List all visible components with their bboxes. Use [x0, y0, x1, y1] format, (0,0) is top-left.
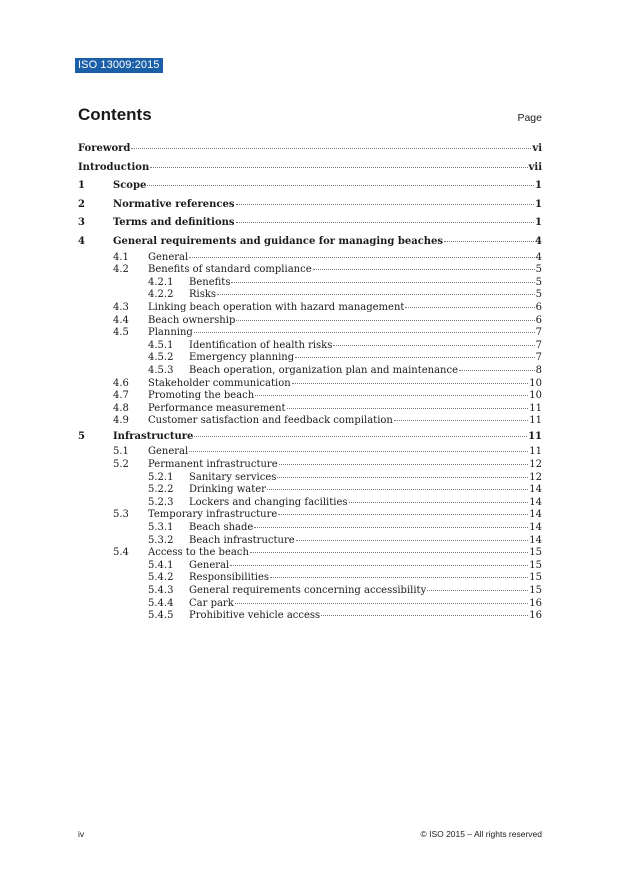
toc-dot-leader — [194, 436, 527, 437]
toc-entry-title: Infrastructure — [113, 430, 194, 442]
toc-entry-title: General requirements concerning accessibility — [189, 585, 427, 596]
toc-entry-number: 3 — [78, 217, 85, 229]
toc-entry[interactable] — [78, 446, 542, 459]
toc-entry-page: 12 — [529, 471, 542, 483]
toc-entry-page: 7 — [535, 327, 542, 339]
toc-entry-number: 5.2.3 — [148, 496, 174, 508]
toc-entry-page: 7 — [535, 352, 542, 364]
toc-entry[interactable] — [78, 264, 542, 277]
toc-entry-page: 11 — [529, 415, 542, 427]
toc-entry-title: Permanent infrastructure — [148, 459, 278, 471]
toc-entry[interactable] — [78, 327, 542, 340]
toc-entry-page: 6 — [535, 301, 542, 313]
toc-entry-number: 5.4.5 — [148, 610, 174, 622]
toc-entry-title: Risks — [189, 289, 217, 301]
toc-entry-page: 8 — [535, 364, 542, 376]
toc-dot-leader — [236, 204, 535, 205]
toc-entry-title: Beach infrastructure — [189, 534, 295, 546]
toc-dot-leader — [459, 370, 535, 371]
footer-page-number: iv — [78, 829, 85, 839]
toc-entry-title: Sanitary services — [189, 471, 277, 483]
toc-entry-number: 4.4 — [113, 314, 129, 326]
toc-entry-page: 11 — [529, 446, 542, 458]
toc-dot-leader — [236, 222, 535, 223]
toc-entry-title: Temporary infrastructure — [148, 509, 278, 521]
toc-entry[interactable] — [78, 403, 542, 416]
toc-entry-number: 5.2.2 — [148, 484, 174, 496]
toc-entry-title: Benefits — [189, 276, 231, 288]
toc-entry-page: vii — [528, 161, 542, 173]
toc-entry-number: 4.2.2 — [148, 289, 174, 301]
toc-entry-number: 1 — [78, 180, 85, 192]
toc-dot-leader — [313, 269, 535, 270]
standard-id-badge: ISO 13009:2015 — [75, 58, 163, 73]
toc-entry-page: 14 — [529, 534, 542, 546]
toc-dot-leader — [150, 167, 527, 168]
toc-entry-title: Beach operation, organization plan and maintenance — [189, 364, 458, 376]
toc-entry-title: General — [148, 446, 189, 458]
toc-dot-leader — [267, 489, 528, 490]
toc-entry[interactable] — [78, 522, 542, 535]
toc-dot-leader — [235, 603, 528, 604]
toc-entry[interactable] — [78, 140, 542, 159]
toc-dot-leader — [131, 148, 531, 149]
toc-entry-number: 4.1 — [113, 251, 129, 263]
toc-entry-number: 4.6 — [113, 377, 129, 389]
toc-entry-title: Linking beach operation with hazard management — [148, 301, 405, 313]
toc-entry[interactable] — [78, 572, 542, 585]
toc-entry-title: General requirements and guidance for managing beaches — [113, 235, 444, 247]
toc-entry-number: 5.4 — [113, 547, 129, 559]
toc-entry-title: Scope — [113, 180, 147, 192]
toc-entry[interactable] — [78, 560, 542, 573]
toc-entry[interactable] — [78, 472, 542, 485]
toc-entry-title: Stakeholder communication — [148, 377, 291, 389]
toc-entry-title: Promoting the beach — [148, 390, 255, 402]
toc-entry-title: Normative references — [113, 198, 235, 210]
toc-entry-page: 15 — [529, 559, 542, 571]
toc-entry[interactable] — [78, 585, 542, 598]
footer-copyright: © ISO 2015 – All rights reserved — [420, 829, 542, 839]
toc-dot-leader — [277, 477, 528, 478]
toc-entry[interactable] — [78, 340, 542, 353]
toc-entry-number: 5.3 — [113, 509, 129, 521]
toc-entry-title: Car park — [189, 597, 234, 609]
page-title: Contents — [78, 105, 152, 124]
toc-entry-title: Beach ownership — [148, 314, 236, 326]
toc-entry-number: 4.7 — [113, 390, 129, 402]
toc-dot-leader — [254, 527, 528, 528]
toc-entry-page: 5 — [535, 264, 542, 276]
toc-dot-leader — [217, 294, 535, 295]
toc-dot-leader — [194, 332, 535, 333]
toc-dot-leader — [405, 307, 534, 308]
toc-entry-page: 16 — [529, 610, 542, 622]
toc-dot-leader — [278, 514, 528, 515]
toc-dot-leader — [231, 282, 534, 283]
toc-entry-page: 1 — [535, 217, 542, 229]
toc-entry-number: 5.4.3 — [148, 585, 174, 596]
table-of-contents — [78, 140, 542, 623]
toc-entry-page: 11 — [529, 402, 542, 414]
toc-entry[interactable] — [78, 484, 542, 497]
toc-entry-title: Responsibilities — [189, 572, 270, 584]
toc-dot-leader — [270, 577, 528, 578]
toc-entry-number: 5.3.2 — [148, 534, 174, 546]
toc-entry-title: Terms and definitions — [113, 217, 235, 229]
toc-entry-page: 6 — [535, 314, 542, 326]
toc-entry-number: 4.5.1 — [148, 339, 174, 351]
toc-entry[interactable] — [78, 390, 542, 403]
toc-entry[interactable] — [78, 233, 542, 252]
toc-dot-leader — [255, 395, 528, 396]
toc-entry[interactable] — [78, 428, 542, 447]
toc-dot-leader — [295, 357, 534, 358]
toc-entry-title: Planning — [148, 327, 193, 339]
toc-entry[interactable] — [78, 352, 542, 365]
toc-entry-page: 5 — [535, 276, 542, 288]
toc-entry[interactable] — [78, 509, 542, 522]
toc-entry-title: Introduction — [78, 161, 150, 173]
toc-entry[interactable] — [78, 459, 542, 472]
toc-entry-title: Access to the beach — [148, 547, 249, 559]
toc-entry[interactable] — [78, 610, 542, 623]
toc-entry-number: 5.1 — [113, 446, 129, 458]
toc-dot-leader — [394, 420, 528, 421]
toc-dot-leader — [349, 502, 529, 503]
toc-entry-number: 4.9 — [113, 415, 129, 427]
toc-entry[interactable] — [78, 315, 542, 328]
toc-entry[interactable] — [78, 277, 542, 290]
toc-dot-leader — [230, 565, 528, 566]
toc-entry-number: 4 — [78, 235, 85, 247]
toc-entry-number: 5 — [78, 430, 85, 442]
toc-entry[interactable] — [78, 196, 542, 215]
toc-entry[interactable] — [78, 535, 542, 548]
toc-dot-leader — [333, 345, 534, 346]
toc-entry-number: 5.4.2 — [148, 572, 174, 584]
toc-entry-page: 1 — [535, 180, 542, 192]
toc-entry-number: 4.2 — [113, 264, 129, 276]
toc-entry-number: 5.3.1 — [148, 522, 174, 534]
toc-entry-number: 4.2.1 — [148, 276, 174, 288]
toc-entry[interactable] — [78, 365, 542, 378]
toc-entry-page: 7 — [535, 339, 542, 351]
page-column-label: Page — [517, 112, 542, 124]
toc-entry[interactable] — [78, 214, 542, 233]
toc-entry-page: 10 — [529, 390, 542, 402]
toc-entry-number: 2 — [78, 198, 85, 210]
toc-entry-page: 15 — [529, 585, 542, 596]
toc-entry[interactable] — [78, 159, 542, 178]
toc-entry-number: 4.3 — [113, 301, 129, 313]
toc-dot-leader — [236, 320, 534, 321]
toc-entry-number: 5.2 — [113, 459, 129, 471]
toc-entry-page: 4 — [535, 251, 542, 263]
toc-dot-leader — [250, 552, 528, 553]
toc-entry[interactable] — [78, 598, 542, 611]
toc-entry-page: 14 — [529, 496, 542, 508]
toc-entry-page: 12 — [529, 459, 542, 471]
toc-entry[interactable] — [78, 547, 542, 560]
toc-entry-page: 15 — [529, 547, 542, 559]
toc-entry-number: 4.5.2 — [148, 352, 174, 364]
toc-entry-title: General — [189, 559, 230, 571]
toc-dot-leader — [287, 408, 529, 409]
toc-entry-page: 10 — [529, 377, 542, 389]
toc-dot-leader — [279, 464, 529, 465]
toc-entry-title: Emergency planning — [189, 352, 295, 364]
toc-entry[interactable] — [78, 302, 542, 315]
toc-entry-page: 1 — [535, 198, 542, 210]
toc-entry-page: 16 — [529, 597, 542, 609]
toc-entry-page: 14 — [529, 509, 542, 521]
toc-entry-page: 14 — [529, 484, 542, 496]
toc-entry-title: Prohibitive vehicle access — [189, 610, 321, 622]
toc-entry-title: Drinking water — [189, 484, 266, 496]
toc-dot-leader — [444, 241, 534, 242]
toc-entry-number: 5.2.1 — [148, 471, 174, 483]
toc-entry-number: 4.5.3 — [148, 364, 174, 376]
toc-entry-title: Performance measurement — [148, 402, 286, 414]
toc-entry-title: General — [148, 251, 189, 263]
toc-entry-page: 11 — [528, 430, 542, 442]
toc-dot-leader — [292, 383, 529, 384]
toc-entry-page: 15 — [529, 572, 542, 584]
toc-entry-title: Benefits of standard compliance — [148, 264, 312, 276]
toc-entry-page: 4 — [535, 235, 542, 247]
toc-entry-page: 14 — [529, 522, 542, 534]
toc-entry-page: vi — [532, 143, 542, 154]
toc-dot-leader — [147, 185, 534, 186]
toc-entry-title: Lockers and changing facilities — [189, 496, 348, 508]
toc-entry-number: 4.5 — [113, 327, 129, 339]
toc-dot-leader — [427, 590, 528, 591]
toc-entry-title: Beach shade — [189, 522, 254, 534]
toc-entry[interactable] — [78, 289, 542, 302]
toc-dot-leader — [189, 451, 528, 452]
toc-entry-page: 5 — [535, 289, 542, 301]
toc-entry[interactable] — [78, 378, 542, 391]
toc-entry-title: Customer satisfaction and feedback compilation — [148, 415, 393, 427]
toc-entry[interactable] — [78, 497, 542, 510]
toc-entry-number: 5.4.4 — [148, 597, 174, 609]
toc-entry[interactable] — [78, 415, 542, 428]
toc-entry-number: 4.8 — [113, 402, 129, 414]
toc-dot-leader — [296, 540, 529, 541]
toc-entry[interactable] — [78, 177, 542, 196]
toc-dot-leader — [321, 615, 528, 616]
toc-entry[interactable] — [78, 252, 542, 265]
toc-entry-title: Identification of health risks — [189, 339, 333, 351]
toc-entry-number: 5.4.1 — [148, 559, 174, 571]
toc-dot-leader — [189, 257, 534, 258]
toc-entry-title: Foreword — [78, 143, 131, 154]
